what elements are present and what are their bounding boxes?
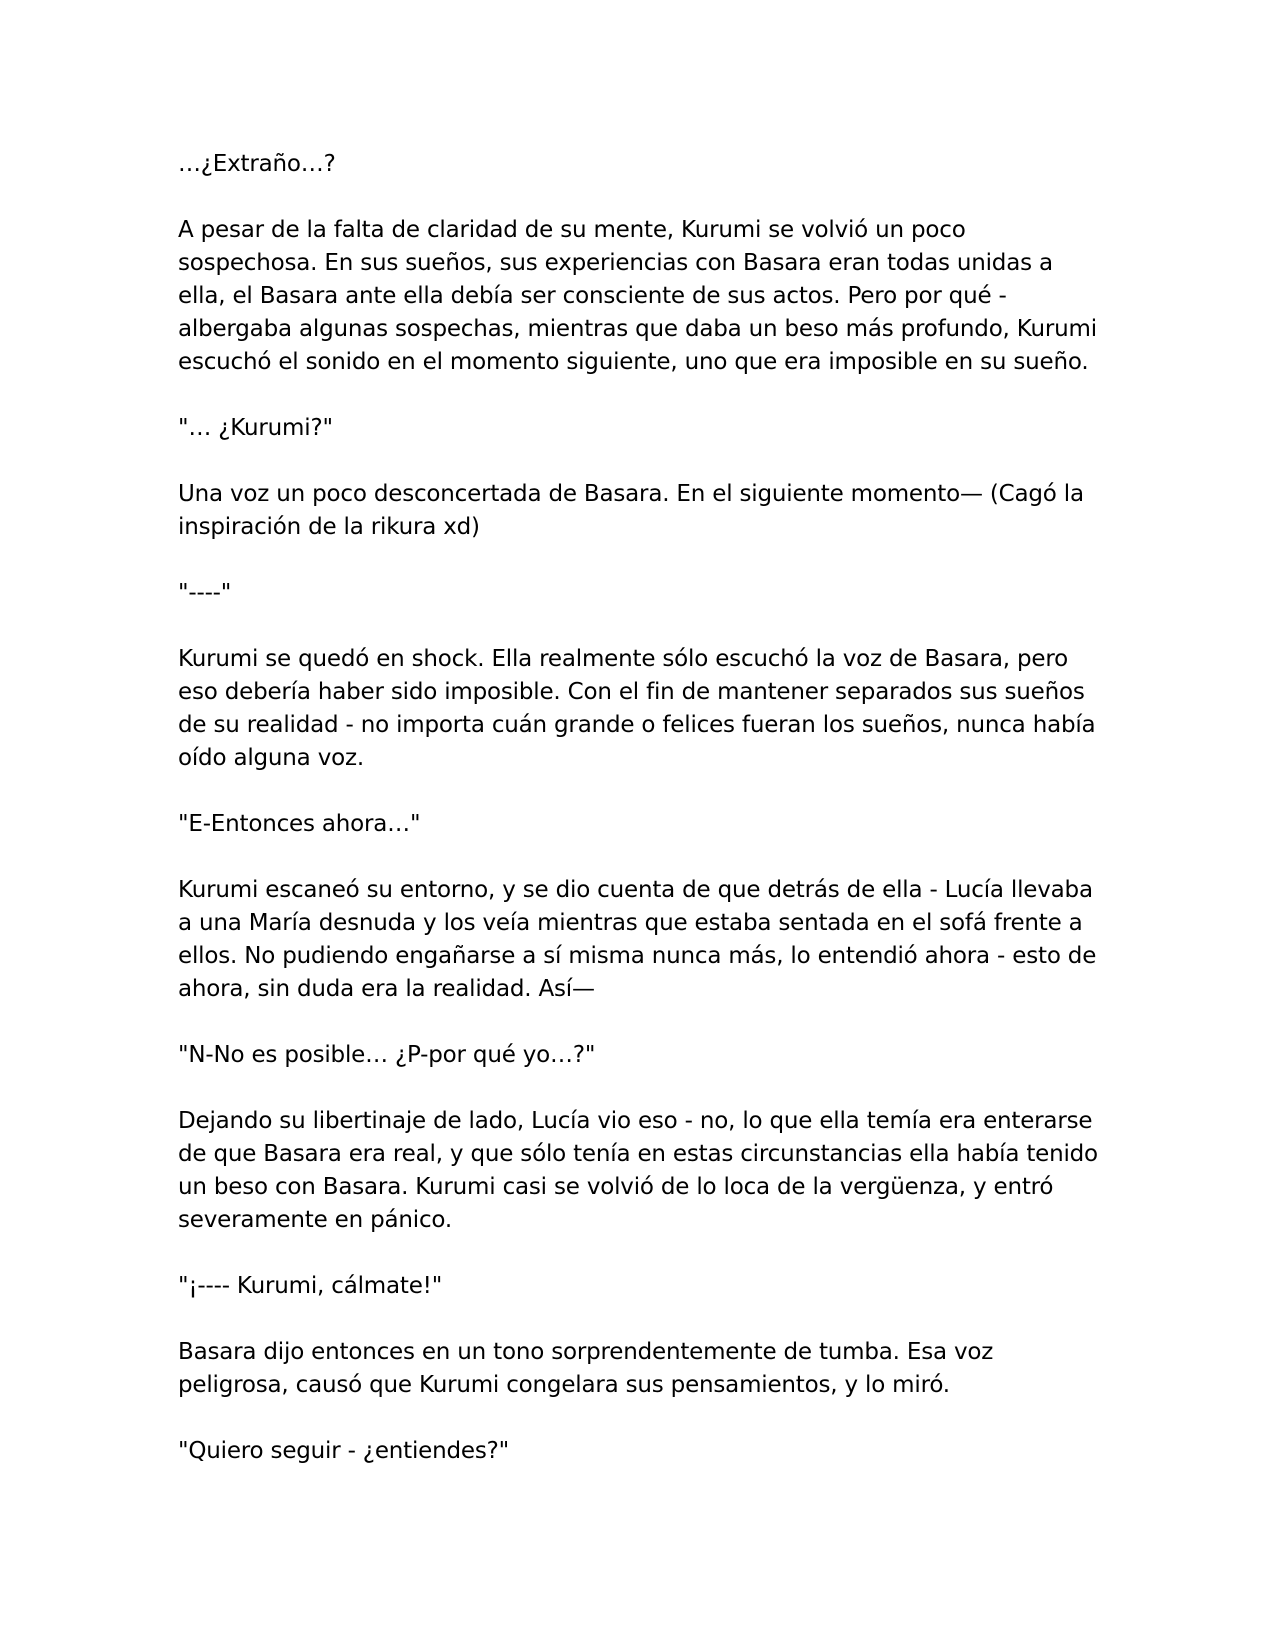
paragraph-1: …¿Extraño…? bbox=[178, 151, 336, 177]
paragraph-7: "E-Entonces ahora…" bbox=[178, 811, 421, 837]
document-body bbox=[178, 148, 1098, 1501]
paragraph-8: Kurumi escaneó su entorno, y se dio cuenta de que detrás de ella - Lucía llevaba a una María desnuda y los veía mientras que estaba sentada en el sofá frente a ellos. No pudiendo engañarse a sí misma nunca más, lo entendió ahora - esto de ahora, sin duda era la realidad. Así— bbox=[178, 877, 1097, 1002]
paragraph-10: Dejando su libertinaje de lado, Lucía vio eso - no, lo que ella temía era enterarse de que Basara era real, y que sólo tenía en estas circunstancias ella había tenido un beso con Basara. Kurumi casi se volvió de lo loca de la vergüenza, y entró severamente en pánico. bbox=[178, 1108, 1098, 1233]
paragraph-12: Basara dijo entonces en un tono sorprendentemente de tumba. Esa voz peligrosa, causó que Kurumi congelara sus pensamientos, y lo miró. bbox=[178, 1339, 994, 1398]
paragraph-13: "Quiero seguir - ¿entiendes?" bbox=[178, 1438, 510, 1464]
paragraph-3: "… ¿Kurumi?" bbox=[178, 415, 333, 441]
paragraph-6: Kurumi se quedó en shock. Ella realmente sólo escuchó la voz de Basara, pero eso debería haber sido imposible. Con el fin de mantener separados sus sueños de su realidad - no importa cuán grande o felices fueran los sueños, nunca había oído alguna voz. bbox=[178, 646, 1096, 771]
paragraph-11: "¡---- Kurumi, cálmate!" bbox=[178, 1273, 443, 1299]
paragraph-2: A pesar de la falta de claridad de su mente, Kurumi se volvió un poco sospechosa. En sus sueños, sus experiencias con Basara eran todas unidas a ella, el Basara ante ella debía ser consciente de sus actos. Pero por qué - albergaba algunas sospechas, mientras que daba un beso más profundo, Kurumi escuchó el sonido en el momento siguiente, uno que era imposible en su sueño. bbox=[178, 217, 1097, 375]
paragraph-9: "N-No es posible… ¿P-por qué yo…?" bbox=[178, 1042, 596, 1068]
paragraph-5: "----" bbox=[178, 580, 232, 606]
paragraph-4: Una voz un poco desconcertada de Basara. En el siguiente momento— (Cagó la inspiración de la rikura xd) bbox=[178, 481, 1084, 540]
